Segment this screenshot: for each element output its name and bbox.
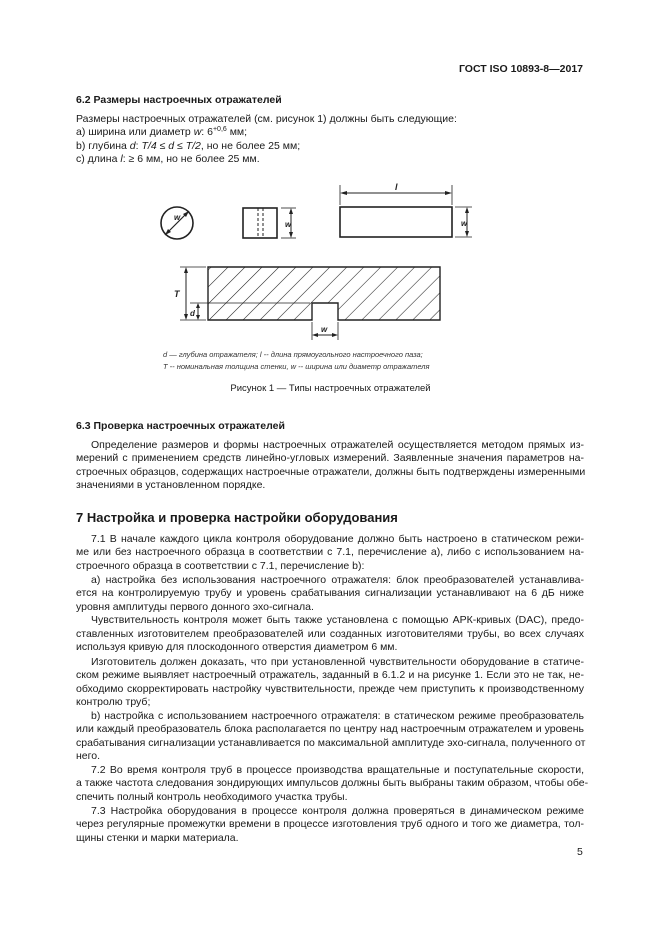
text-line: 7.2 Во время контроля труб в процессе производства вращательные и поступательные скорости,: [91, 764, 584, 776]
figure-legend-line-1: d — глубина отражателя; l -- длина прямоугольного настроечного паза;: [163, 350, 423, 359]
text-line: ставленных изготовителем преобразователей или созданных изготовителями трубы, во всех случаях: [76, 628, 584, 640]
square-width-label: w: [285, 220, 292, 229]
text-line: срабатывания сигнализации устанавливается по максимальной амплитуде эхо-сигнала, полученного от: [76, 737, 586, 749]
notch-depth-label: d: [190, 309, 195, 318]
requirement-c: с) длина l: ≥ 6 мм, но не более 25 мм.: [76, 153, 260, 165]
circle-width-label: w: [174, 213, 181, 222]
text-line: используя кривую для плоскодонного отверстия диаметром 6 мм.: [76, 641, 398, 653]
text-line: а также частота следования зондирующих импульсов должны быть выбраны таким образом, чтобы обе-: [76, 777, 589, 789]
reference-reflector-figure: [150, 175, 490, 350]
text-line: 7.3 Настройка оборудования в процессе контроля должна проверяться в динамическом режиме: [91, 805, 584, 817]
page-number: 5: [577, 846, 583, 858]
text-line: строечных образцов, содержащих настроечные отражатели, должны быть подтверждены измеренными: [76, 466, 586, 478]
square-reflector-icon: [243, 208, 296, 238]
section-6-2-intro: Размеры настроечных отражателей (см. рисунок 1) должны быть следующие:: [76, 113, 457, 125]
text-line: или каждый преобразователь блока располагается по центру над настроечным отражателем и уровень: [76, 723, 584, 735]
section-7-title: 7 Настройка и проверка настройки оборудования: [76, 510, 398, 525]
standard-designation: ГОСТ ISO 10893-8—2017: [458, 63, 583, 75]
requirement-b: b) глубина d: T/4 ≤ d ≤ T/2, но не более 25 мм;: [76, 140, 301, 152]
text-line: уровня амплитуды первого донного эхо-сигнала.: [76, 601, 314, 613]
circular-reflector-icon: [161, 207, 193, 239]
notch-width-label: w: [461, 219, 468, 228]
text-line: ме или без настроечного образца в соответствии с 7.1, перечисление а), либо с использованием на-: [76, 546, 584, 558]
pipe-wall-section-icon: [174, 267, 440, 340]
text-line: мерений с применением средств линейно-угловых измерений. Заявленные значения параметров на-: [76, 452, 584, 464]
text-line: строечного образца в соответствии с 7.1, перечисление b):: [76, 560, 365, 572]
section-6-3-title: 6.3 Проверка настроечных отражателей: [76, 420, 285, 432]
text-line: обходимо скорректировать настройку чувствительности, прежде чем приступить к производственному: [76, 683, 584, 695]
figure-legend-line-2: T -- номинальная толщина стенки, w -- ширина или диаметр отражателя: [163, 362, 430, 371]
text-line: значениями в установленном порядке.: [76, 479, 266, 491]
text-line: Чувствительность контроля может быть также установлена с помощью АРК-кривых (DAC), предо-: [91, 614, 584, 626]
rectangular-notch-icon: [340, 182, 472, 237]
text-line: через регулярные промежутки времени в процессе изготовления труб одного и того же диаметра, тол-: [76, 818, 584, 830]
text-line: него.: [76, 750, 100, 762]
text-line: 7.1 В начале каждого цикла контроля оборудование должно быть настроено в статическом режи-: [91, 533, 584, 545]
text-line: ском режиме выявляет настроечный отражатель, заданный в 6.1.2 и на рисунке 1. Если это не так, не-: [76, 669, 584, 681]
text-line: а) настройка без использования настроечного отражателя: блок преобразователей устанавлива-: [91, 574, 584, 586]
text-line: контролю труб;: [76, 696, 151, 708]
text-line: Изготовитель должен доказать, что при установленной чувствительности оборудование в статиче-: [91, 656, 584, 668]
text-line: щины стенки и марки материала.: [76, 832, 239, 844]
figure-caption: Рисунок 1 — Типы настроечных отражателей: [230, 383, 431, 394]
requirement-a: а) ширина или диаметр w: $6^{+0,6}$ мм;: [76, 126, 248, 138]
notch-length-label: l: [395, 182, 398, 192]
section-width-label: w: [321, 325, 328, 334]
text-line: ется на контролируемую трубу и уровень срабатывания сигнализации устанавливают на 6 дБ ниже: [76, 587, 584, 599]
text-line: Определение размеров и формы настроечных отражателей осуществляется методом прямых из-: [91, 439, 584, 451]
text-line: спечить полный контроль необходимого участка трубы.: [76, 791, 348, 803]
wall-thickness-label: T: [174, 289, 180, 299]
section-6-2-title: 6.2 Размеры настроечных отражателей: [76, 94, 282, 106]
text-line: b) настройка с использованием настроечного отражателя: в статическом режиме преобразователь: [91, 710, 584, 722]
